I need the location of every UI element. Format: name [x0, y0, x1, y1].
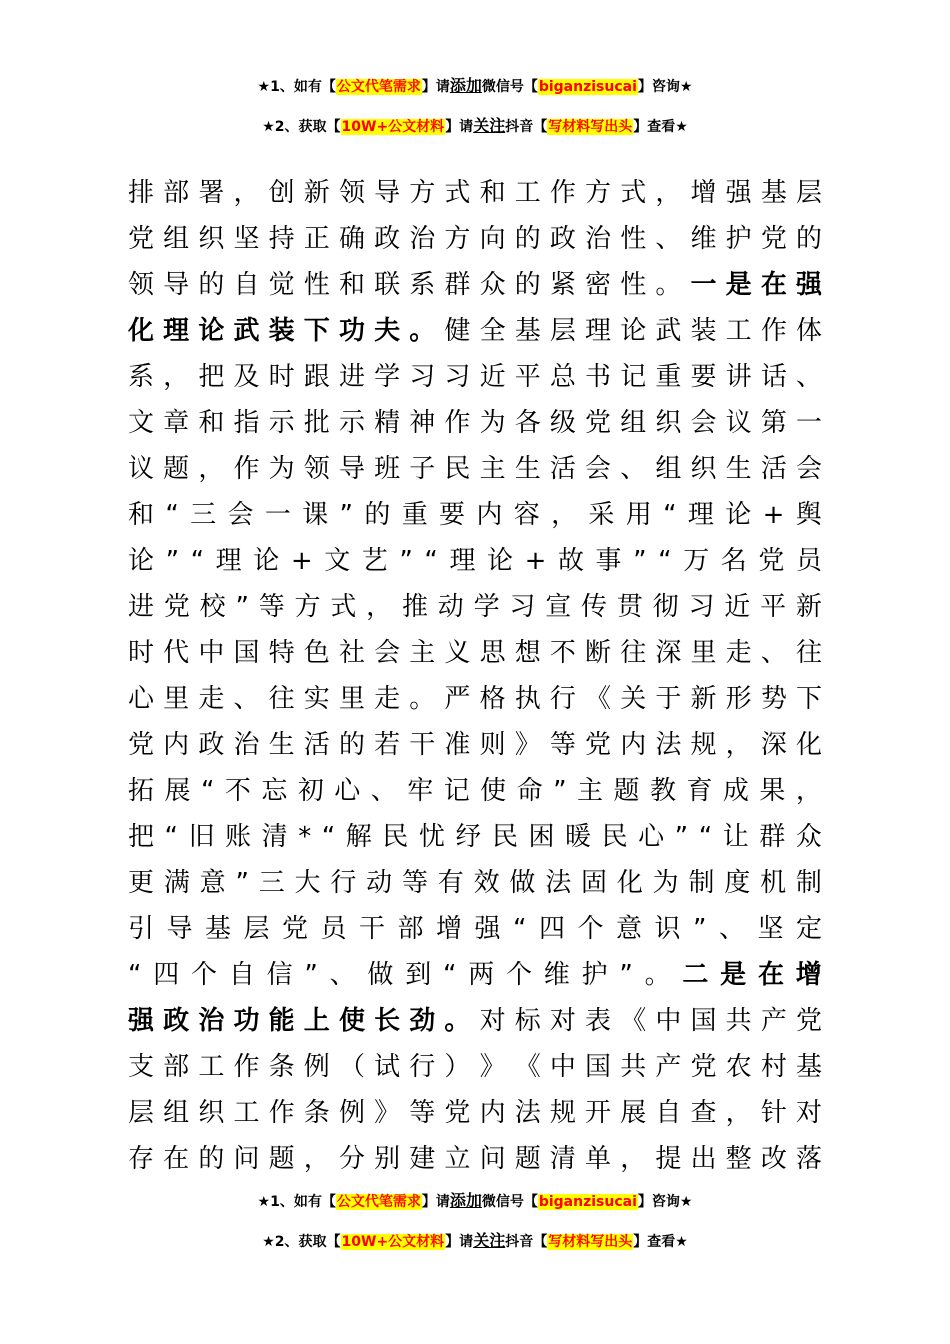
promo-text: 微信号【	[481, 1194, 538, 1210]
promo-highlight: 10W+公文材料	[341, 1234, 445, 1250]
body-line: 和 “ 三 会 一 课 ” 的 重 要 内 容 ， 采 用 “ 理 论 + 舆	[128, 500, 822, 530]
body-line: 层 组 织 工 作 条 例 》 等 党 内 法 规 开 展 自 查 ， 针 对	[128, 1098, 822, 1128]
promo-text: 】请	[421, 79, 450, 95]
promo-line-1-bottom	[0, 1188, 950, 1211]
body-line: 把 “ 旧 账 清 * “ 解 民 忧 纾 民 困 暖 民 心 ” “ 让 群 众	[128, 822, 822, 852]
promo-emphasis: 关注	[473, 116, 506, 135]
body-line: 排 部 署 ， 创 新 领 导 方 式 和 工 作 方 式 ， 增 强 基 层	[128, 178, 822, 208]
wechat-id-highlight: biganzisucai	[538, 1194, 637, 1210]
promo-emphasis: 添加	[449, 76, 482, 95]
promo-text: ★2、获取【	[262, 1234, 341, 1250]
promo-text: 】请	[421, 1194, 450, 1210]
promo-text: 】查看★	[633, 1234, 688, 1250]
body-line: 时 代 中 国 特 色 社 会 主 义 思 想 不 断 往 深 里 走 、 往	[128, 638, 822, 668]
promo-text: 】请	[445, 1234, 474, 1250]
wechat-id-highlight: biganzisucai	[538, 79, 637, 95]
body-line: 更 满 意 ” 三 大 行 动 等 有 效 做 法 固 化 为 制 度 机 制	[128, 868, 822, 898]
promo-text: 】咨询★	[637, 79, 693, 95]
body-line: 议 题 ， 作 为 领 导 班 子 民 主 生 活 会 、 组 织 生 活 会	[128, 454, 822, 484]
body-line: 进 党 校 ” 等 方 式 ， 推 动 学 习 宣 传 贯 彻 习 近 平 新	[128, 592, 822, 622]
promo-highlight: 公文代笔需求	[336, 1194, 421, 1210]
body-line: “ 四 个 自 信 ” 、 做 到 “ 两 个 维 护 ” 。 二 是 在 增	[128, 960, 822, 990]
promo-highlight: 10W+公文材料	[341, 119, 445, 135]
body-line: 文 章 和 指 示 批 示 精 神 作 为 各 级 党 组 织 会 议 第 一	[128, 408, 822, 438]
promo-emphasis: 添加	[449, 1191, 482, 1210]
promo-text: 】请	[445, 119, 474, 135]
body-line: 存 在 的 问 题 ， 分 别 建 立 问 题 清 单 ， 提 出 整 改 落	[128, 1144, 822, 1174]
promo-text: 抖音【	[505, 1234, 548, 1250]
body-line: 化 理 论 武 装 下 功 夫 。 健 全 基 层 理 论 武 装 工 作 体	[128, 316, 822, 346]
promo-text: ★1、如有【	[257, 79, 336, 95]
body-line: 心 里 走 、 往 实 里 走 。 严 格 执 行 《 关 于 新 形 势 下	[128, 684, 822, 714]
promo-line-2-bottom	[0, 1228, 950, 1251]
promo-text: ★1、如有【	[257, 1194, 336, 1210]
document-body	[128, 170, 822, 1182]
promo-text: 】查看★	[633, 119, 688, 135]
promo-text: 】咨询★	[637, 1194, 693, 1210]
promo-text: ★2、获取【	[262, 119, 341, 135]
promo-emphasis: 关注	[473, 1231, 506, 1250]
promo-highlight: 公文代笔需求	[336, 79, 421, 95]
body-line: 论 ” “ 理 论 + 文 艺 ” “ 理 论 + 故 事 ” “ 万 名 党 员	[128, 546, 822, 576]
promo-line-1-top	[0, 73, 950, 96]
body-line: 强 政 治 功 能 上 使 长 劲 。 对 标 对 表 《 中 国 共 产 党	[128, 1006, 822, 1036]
body-line: 引 导 基 层 党 员 干 部 增 强 “ 四 个 意 识 ” 、 坚 定	[128, 914, 822, 944]
body-line: 党 内 政 治 生 活 的 若 干 准 则 》 等 党 内 法 规 ， 深 化	[128, 730, 822, 760]
promo-line-2-top	[0, 113, 950, 136]
body-line: 党 组 织 坚 持 正 确 政 治 方 向 的 政 治 性 、 维 护 党 的	[128, 224, 822, 254]
promo-text: 抖音【	[505, 119, 548, 135]
douyin-id-highlight: 写材料写出头	[548, 1234, 633, 1250]
body-line: 支 部 工 作 条 例 （ 试 行 ） 》 《 中 国 共 产 党 农 村 基	[128, 1052, 822, 1082]
body-line: 拓 展 “ 不 忘 初 心 、 牢 记 使 命 ” 主 题 教 育 成 果 ，	[128, 776, 822, 806]
body-line: 领 导 的 自 觉 性 和 联 系 群 众 的 紧 密 性 。 一 是 在 强	[128, 270, 822, 300]
douyin-id-highlight: 写材料写出头	[548, 119, 633, 135]
promo-text: 微信号【	[481, 79, 538, 95]
body-line: 系 ， 把 及 时 跟 进 学 习 习 近 平 总 书 记 重 要 讲 话 、	[128, 362, 822, 392]
